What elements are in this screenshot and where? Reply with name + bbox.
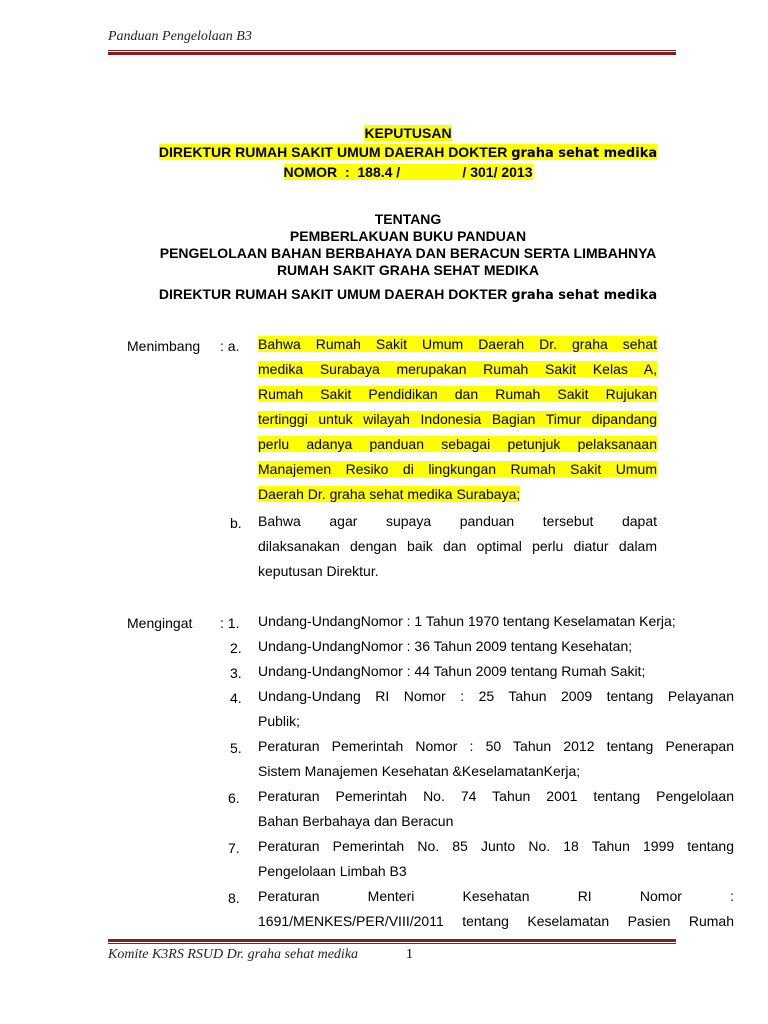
tentang-heading: TENTANG <box>374 211 442 227</box>
mengingat-label: Mengingat <box>127 615 193 631</box>
mengingat-item-8: Peraturan Menteri Kesehatan RI Nomor : 1691/MENKES/PER/VIII/2011 tentang Keselamatan Pasien Rumah <box>258 888 734 929</box>
director-title: DIREKTUR RUMAH SAKIT UMUM DAERAH DOKTER graha sehat medika <box>158 144 658 161</box>
subject-block <box>100 211 716 279</box>
header-rule <box>108 50 676 55</box>
item-number: : 1. <box>220 615 240 631</box>
mengingat-item-5: Peraturan Pemerintah Nomor : 50 Tahun 2012 tentang Penerapan Sistem Manajemen Kesehatan &KeselamatanKerja; <box>258 738 734 779</box>
menimbang-label: Menimbang <box>127 338 201 354</box>
item-number: 3. <box>230 665 242 681</box>
item-number: 5. <box>230 740 242 756</box>
keputusan-heading: KEPUTUSAN <box>364 125 452 141</box>
director-line: DIREKTUR RUMAH SAKIT UMUM DAERAH DOKTER graha sehat medika <box>158 286 658 303</box>
item-number: 7. <box>228 840 240 856</box>
menimbang-item-b: Bahwa agar supaya panduan tersebut dapat dilaksanakan dengan baik dan optimal perlu diatur dalam keputusan Direktur. <box>258 513 657 579</box>
subject-line-3: RUMAH SAKIT GRAHA SEHAT MEDIKA <box>276 262 540 278</box>
mengingat-item-1: Undang-UndangNomor : 1 Tahun 1970 tentang Keselamatan Kerja; <box>258 613 676 629</box>
mengingat-item-2: Undang-UndangNomor : 36 Tahun 2009 tentang Kesehatan; <box>258 638 633 654</box>
decree-number: NOMOR : 188.4 / / 301/ 2013 <box>283 164 533 180</box>
item-number: 8. <box>228 890 240 906</box>
running-header: Panduan Pengelolaan B3 <box>108 29 252 44</box>
menimbang-item-a: Bahwa Rumah Sakit Umum Daerah Dr. graha sehat medika Surabaya merupakan Rumah Sakit Kelas A, Rumah Sakit Pendidikan dan Rumah Sakit Rujukan tertinggi untuk wilayah Indonesia Bagian Timur dipandang perlu adanya panduan sebagai petunjuk pelaksanaan Manajemen Resiko di lingkungan Rumah Sakit Umum Daerah Dr. graha sehat medika Surabaya; <box>258 336 657 502</box>
mengingat-item-6: Peraturan Pemerintah No. 74 Tahun 2001 tentang Pengelolaan Bahan Berbahaya dan Beracun <box>258 788 734 829</box>
page-number: 1 <box>406 947 413 962</box>
item-number: : a. <box>220 338 240 354</box>
footer-text: Komite K3RS RSUD Dr. graha sehat medika <box>108 947 359 962</box>
decree-title-block <box>100 124 716 182</box>
footer-rule <box>108 939 676 945</box>
subject-line-2: PENGELOLAAN BAHAN BERBAHAYA DAN BERACUN SERTA LIMBAHNYA <box>159 245 657 261</box>
mengingat-item-4: Undang-Undang RI Nomor : 25 Tahun 2009 tentang Pelayanan Publik; <box>258 688 734 729</box>
mengingat-item-7: Peraturan Pemerintah No. 85 Junto No. 18 Tahun 1999 tentang Pengelolaan Limbah B3 <box>258 838 734 879</box>
subject-line-1: PEMBERLAKUAN BUKU PANDUAN <box>289 228 527 244</box>
item-number: 4. <box>230 690 242 706</box>
item-number: 2. <box>230 640 242 656</box>
item-number: b. <box>230 515 242 531</box>
item-number: 6. <box>228 790 240 806</box>
mengingat-item-3: Undang-UndangNomor : 44 Tahun 2009 tentang Rumah Sakit; <box>258 663 646 679</box>
